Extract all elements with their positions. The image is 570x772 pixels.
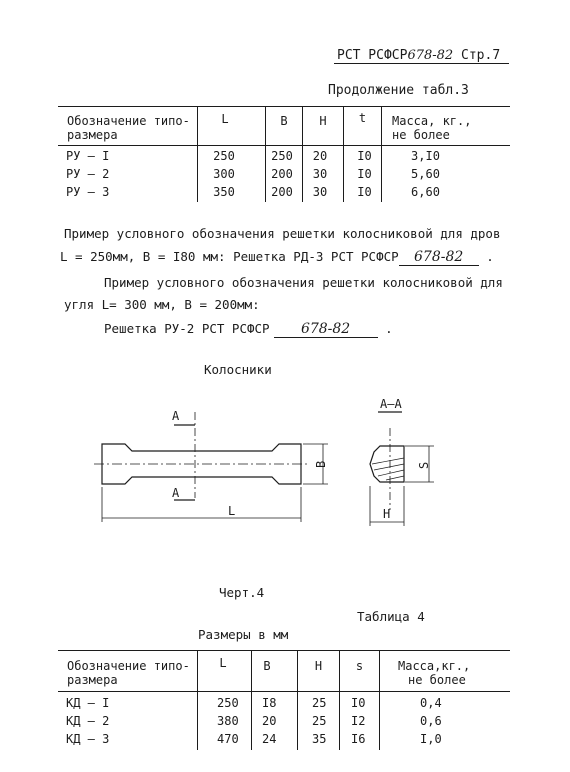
example1-handwritten-number: 678-82 (399, 249, 479, 266)
section-label: А–А (380, 397, 402, 411)
table3-header-designation: Обозначение типо- размера (67, 114, 190, 142)
drawing-caption: Черт.4 (219, 585, 265, 600)
example2-handwritten-number: 678-82 (274, 321, 378, 338)
standard-prefix: РСТ РСФСР (337, 48, 408, 63)
dimension-S-label: S (417, 461, 431, 469)
example1-line1: Пример условного обозначения решетки колосниковой для дров (64, 226, 501, 241)
example1-line2: L = 250мм, В = I80 мм: Решетка РД-3 РСТ РСФСР 678-82 . (60, 249, 494, 265)
standard-number-handwritten: 678-82 (407, 48, 454, 63)
drawing-title: Колосники (204, 362, 272, 377)
table3-header-H: H (319, 114, 327, 128)
table3-header-t: t (358, 111, 367, 125)
example2-line2: угля L= 300 мм, В = 200мм: (64, 297, 260, 312)
dimension-B-label: В (314, 460, 328, 468)
section-mark-top: А (172, 409, 180, 423)
table4-header-B: B (263, 659, 271, 673)
table4-header-mass: Масса,кг., не более (398, 659, 471, 687)
table3-header-B: B (280, 114, 288, 128)
table3-header-mass: Масса, кг., не более (392, 114, 472, 142)
table4-title: Таблица 4 (357, 609, 425, 624)
example2-line1: Пример условного обозначения решетки колосниковой для (104, 275, 503, 290)
section-profile (370, 446, 404, 482)
table4-header-designation: Обозначение типо- размера (67, 659, 190, 687)
table3-caption: Продолжение табл.3 (328, 83, 469, 98)
section-hatch (372, 458, 404, 480)
table4-header-s: s (355, 659, 364, 673)
dimension-L-label: L (228, 504, 236, 518)
table4-header-L: L (219, 656, 227, 670)
table3-header-L: L (221, 112, 229, 126)
table4-subtitle: Размеры в мм (198, 627, 289, 642)
dimension-H-label: Н (383, 507, 391, 521)
section-mark-bottom: А (172, 486, 180, 500)
page-label: Стр.7 (461, 48, 501, 63)
example2-line3: Решетка РУ-2 РСТ РСФСР 678-82 . (104, 321, 393, 337)
table4-header-H: H (314, 659, 323, 673)
